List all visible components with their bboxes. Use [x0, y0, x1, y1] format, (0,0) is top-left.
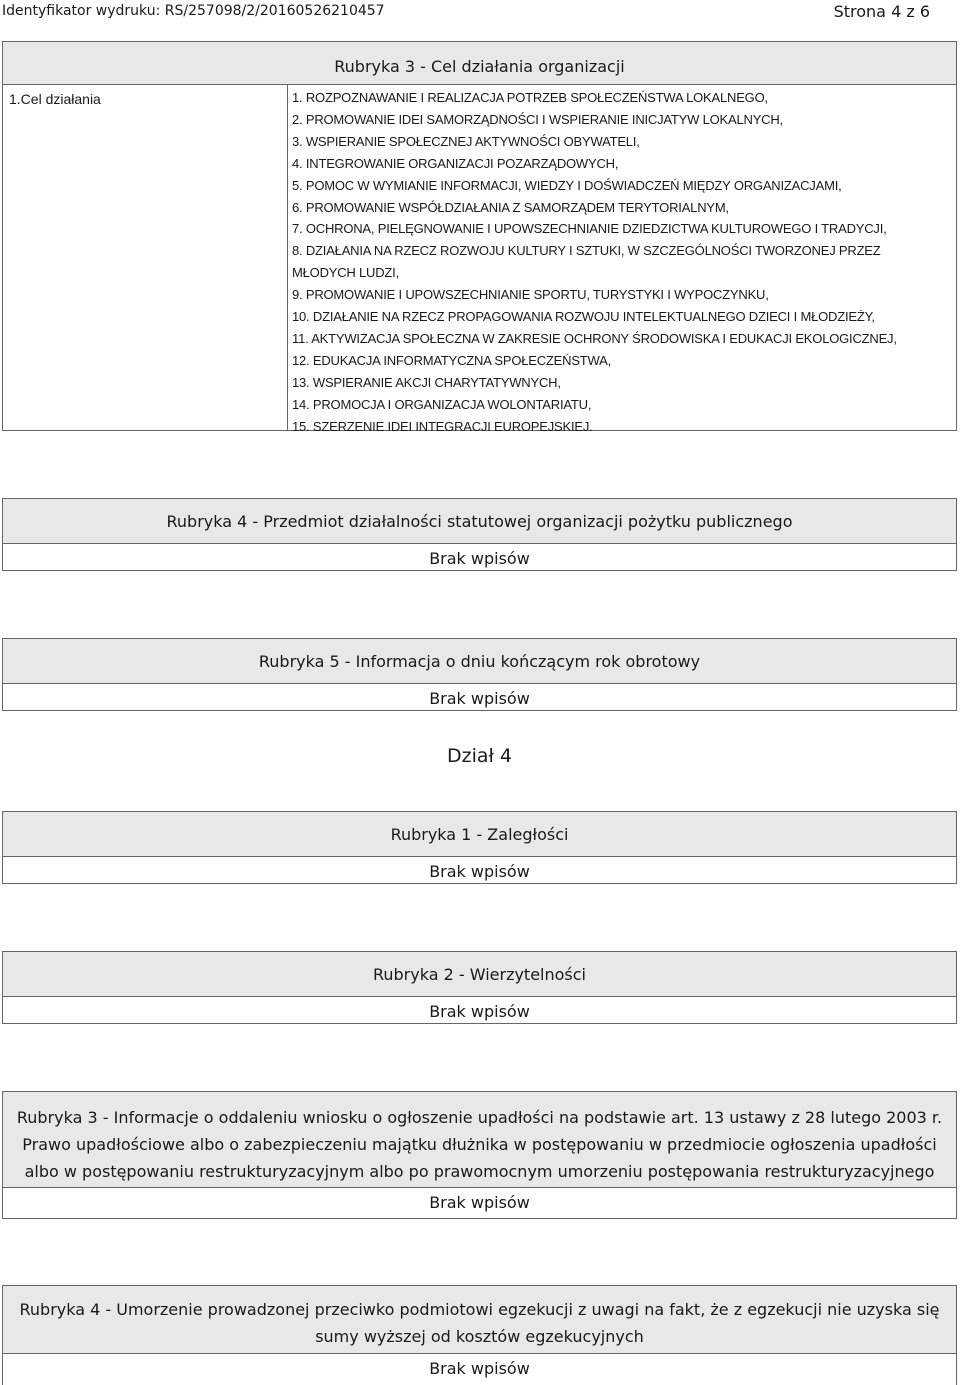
- empty-entries: Brak wpisów: [429, 689, 530, 708]
- field-label: 1.Cel działania: [3, 85, 288, 431]
- section-title: Rubryka 4 - Umorzenie prowadzonej przeciwko podmiotowi egzekucji z uwagi na fakt, że z egzekucji nie uzyska się sumy wyższej od kosztów egzekucyjnych: [3, 1286, 956, 1354]
- list-item: 12. EDUKACJA INFORMATYCZNA SPOŁECZEŃSTWA,: [292, 352, 612, 368]
- rubryka-3-oddalenie-wniosku: [2, 1091, 957, 1219]
- list-item: 6. PROMOWANIE WSPÓŁDZIAŁANIA Z SAMORZĄDEM TERYTORIALNYM,: [292, 199, 729, 215]
- goals-list: [288, 85, 897, 434]
- list-item: 14. PROMOCJA I ORGANIZACJA WOLONTARIATU,: [292, 396, 592, 412]
- rubryka-1-zaleglosci: [2, 811, 957, 884]
- section-title: Rubryka 4 - Przedmiot działalności statutowej organizacji pożytku publicznego: [3, 499, 956, 544]
- list-item: 7. OCHRONA, PIELĘGNOWANIE I UPOWSZECHNIANIE DZIEDZICTWA KULTUROWEGO I TRADYCJI,: [292, 221, 887, 237]
- list-item: 3. WSPIERANIE SPOŁECZNEJ AKTYWNOŚCI OBYWATELI,: [292, 133, 640, 149]
- page-number: Strona 4 z 6: [833, 1, 930, 21]
- section-title: Rubryka 3 - Cel działania organizacji: [3, 42, 956, 85]
- section-title: Rubryka 2 - Wierzytelności: [3, 952, 956, 997]
- list-item: 10. DZIAŁANIE NA RZECZ PROPAGOWANIA ROZWOJU INTELEKTUALNEGO DZIECI I MŁODZIEŻY,: [292, 309, 875, 325]
- list-item: 13. WSPIERANIE AKCJI CHARYTATYWNYCH,: [292, 374, 561, 390]
- list-item: 8. DZIAŁANIA NA RZECZ ROZWOJU KULTURY I SZTUKI, W SZCZEGÓLNOŚCI TWORZONEJ PRZEZ: [292, 243, 881, 259]
- empty-entries: Brak wpisów: [429, 549, 530, 568]
- print-identifier: Identyfikator wydruku: RS/257098/2/20160526210457: [2, 3, 385, 19]
- list-item: MŁODYCH LUDZI,: [292, 265, 399, 281]
- section-title: Rubryka 1 - Zaległości: [3, 812, 956, 857]
- empty-entries: Brak wpisów: [429, 1193, 530, 1212]
- rubryka-4-przedmiot-dzialalnosci: [2, 498, 957, 571]
- rubryka-4-umorzenie-egzekucji: [2, 1285, 957, 1385]
- rubryka-3-cel-dzialania: [2, 41, 957, 434]
- dzial-4-heading: Dział 4: [446, 745, 513, 767]
- rubryka-2-wierzytelnosci: [2, 951, 957, 1024]
- section-title: Rubryka 3 - Informacje o oddaleniu wniosku o ogłoszenie upadłości na podstawie art. 13 ustawy z 28 lutego 2003 r. Prawo upadłościowe albo o zabezpieczeniu majątku dłużnika w postępowaniu w przedmiocie ogłoszenia upadłości albo w postępowaniu restrukturyzacyjnym albo po prawomocnym umorzeniu postępowania restrukturyzacyjnego: [3, 1092, 956, 1188]
- list-item: 1. ROZPOZNAWANIE I REALIZACJA POTRZEB SPOŁECZEŃSTWA LOKALNEGO,: [292, 90, 768, 105]
- field-row: [3, 85, 956, 434]
- rubryka-5-rok-obrotowy: [2, 638, 957, 711]
- list-item: 9. PROMOWANIE I UPOWSZECHNIANIE SPORTU, TURYSTYKI I WYPOCZYNKU,: [292, 287, 769, 303]
- section-title: Rubryka 5 - Informacja o dniu kończącym rok obrotowy: [3, 639, 956, 684]
- empty-entries: Brak wpisów: [429, 1002, 530, 1021]
- list-item: 11. AKTYWIZACJA SPOŁECZNA W ZAKRESIE OCHRONY ŚRODOWISKA I EDUKACJI EKOLOGICZNEJ,: [292, 330, 897, 346]
- list-item: 2. PROMOWANIE IDEI SAMORZĄDNOŚCI I WSPIERANIE INICJATYW LOKALNYCH,: [292, 111, 783, 127]
- list-item: 4. INTEGROWANIE ORGANIZACJI POZARZĄDOWYCH,: [292, 155, 619, 171]
- empty-entries: Brak wpisów: [429, 1359, 530, 1378]
- page-header: [2, 0, 930, 22]
- list-item: 15. SZERZENIE IDEI INTEGRACJI EUROPEJSKIEJ.: [292, 418, 593, 434]
- empty-entries: Brak wpisów: [429, 862, 530, 881]
- list-item: 5. POMOC W WYMIANIE INFORMACJI, WIEDZY I DOŚWIADCZEŃ MIĘDZY ORGANIZACJAMI,: [292, 177, 842, 193]
